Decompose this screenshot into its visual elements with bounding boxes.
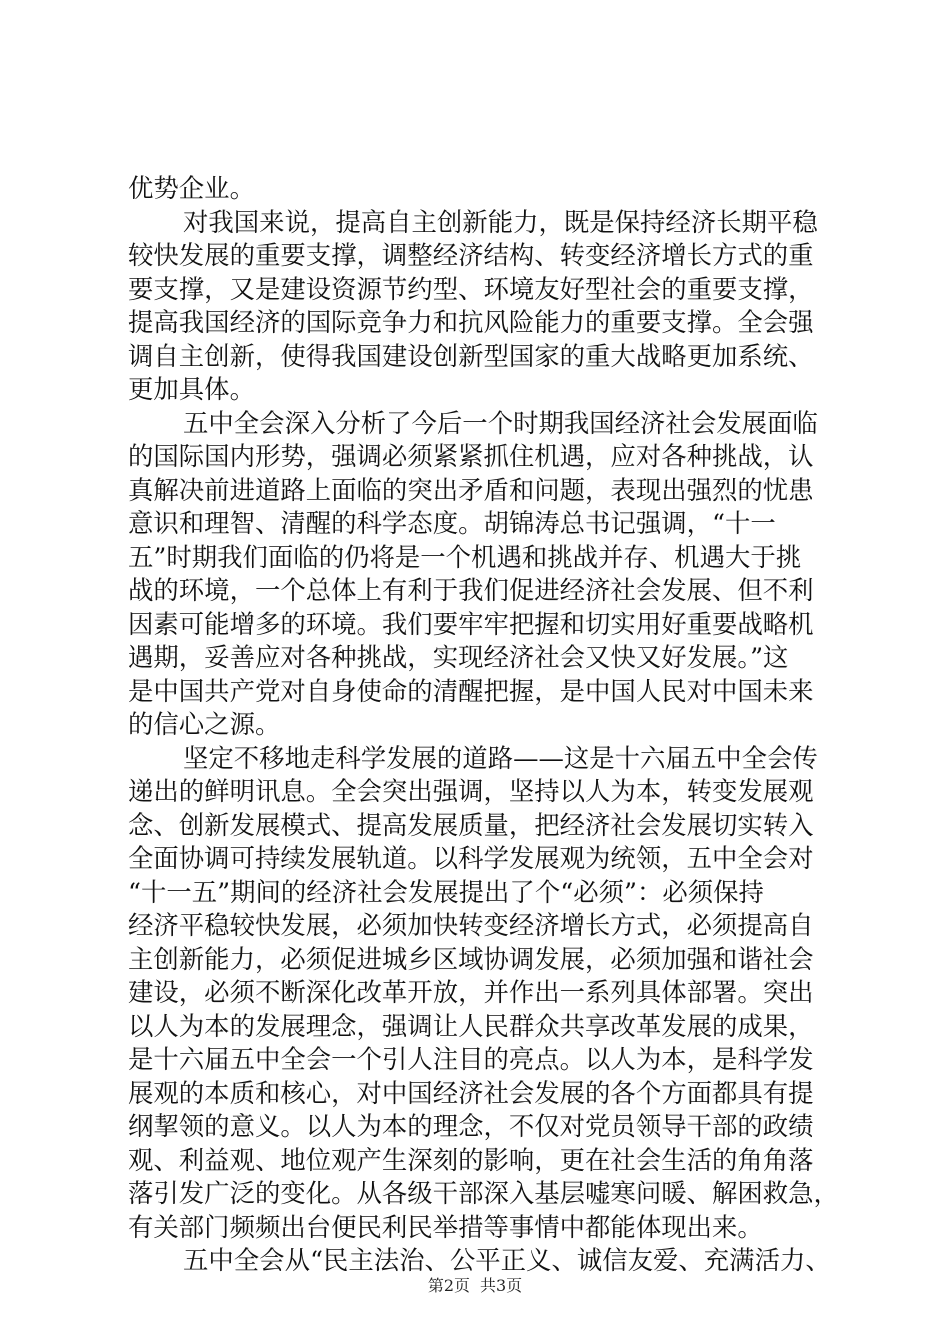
text-line: 是中国共产党对自身使命的清醒把握，是中国人民对中国未来 [128,675,814,706]
text-line: 建设，必须不断深化改革开放，并作出一系列具体部署。突出 [128,977,814,1007]
text-line: 是十六届五中全会一个引人注目的亮点。以人为本，是科学发 [128,1044,814,1074]
text-line: 五中全会深入分析了今后一个时期我国经济社会发展面临 [183,407,818,438]
text-line: 调自主创新，使得我国建设创新型国家的重大战略更加系统、 [128,340,814,371]
text-line: 递出的鲜明讯息。全会突出强调，坚持以人为本，转变发展观 [128,776,814,806]
text-line: 以人为本的发展理念，强调让人民群众共享改革发展的成果， [128,1010,814,1041]
text-line: 全面协调可持续发展轨道。以科学发展观为统领，五中全会对 [128,843,814,873]
text-line: 较快发展的重要支撑，调整经济结构、转变经济增长方式的重 [128,240,814,270]
text-line: 经济平稳较快发展，必须加快转变经济增长方式，必须提高自 [128,910,814,940]
text-line: 战的环境，一个总体上有利于我们促进经济社会发展、但不利 [128,575,814,605]
text-line: 意识和理智、清醒的科学态度。胡锦涛总书记强调，“十一 [128,508,776,538]
text-line: 落引发广泛的变化。从各级干部深入基层嘘寒问暖、解困救急， [128,1178,839,1208]
text-line: 念、创新发展模式、提高发展质量，把经济社会发展切实转入 [128,809,814,840]
document-body [128,172,840,1278]
text-line: 的国际国内形势，强调必须紧紧抓住机遇，应对各种挑战，认 [128,441,814,471]
text-line: 五中全会从“民主法治、公平正义、诚信友爱、充满活力、 [183,1245,831,1275]
text-line: 有关部门频频出台便民利民举措等事情中都能体现出来。 [128,1211,763,1242]
text-line: “十一五”期间的经济社会发展提出了个“必须”：必须保持 [128,876,764,907]
text-line: 要支撑，又是建设资源节约型、环境友好型社会的重要支撑， [128,273,814,304]
text-line: 的信心之源。 [128,709,281,739]
text-line: 坚定不移地走科学发展的道路——这是十六届五中全会传 [183,742,818,773]
text-line: 提高我国经济的国际竞争力和抗风险能力的重要支撑。全会强 [128,307,814,337]
text-line: 遇期，妥善应对各种挑战，实现经济社会又快又好发展。”这 [128,642,789,672]
text-line: 展观的本质和核心，对中国经济社会发展的各个方面都具有提 [128,1077,814,1108]
page-number: 第2页 [427,1276,470,1295]
text-line: 真解决前进道路上面临的突出矛盾和问题，表现出强烈的忧患 [128,474,814,505]
page-total: 共3页 [480,1276,523,1295]
text-line: 五”时期我们面临的仍将是一个机遇和挑战并存、机遇大于挑 [128,541,802,572]
text-line: 更加具体。 [128,374,255,404]
text-line: 因素可能增多的环境。我们要牢牢把握和切实用好重要战略机 [128,608,814,639]
text-line: 优势企业。 [128,173,255,203]
page-footer [0,1276,950,1296]
text-line: 纲挈领的意义。以人为本的理念，不仅对党员领导干部的政绩 [128,1111,814,1141]
text-line: 观、利益观、地位观产生深刻的影响，更在社会生活的角角落 [128,1144,814,1175]
text-line: 主创新能力，必须促进城乡区域协调发展，必须加强和谐社会 [128,943,814,974]
text-line: 对我国来说，提高自主创新能力，既是保持经济长期平稳 [183,206,818,237]
